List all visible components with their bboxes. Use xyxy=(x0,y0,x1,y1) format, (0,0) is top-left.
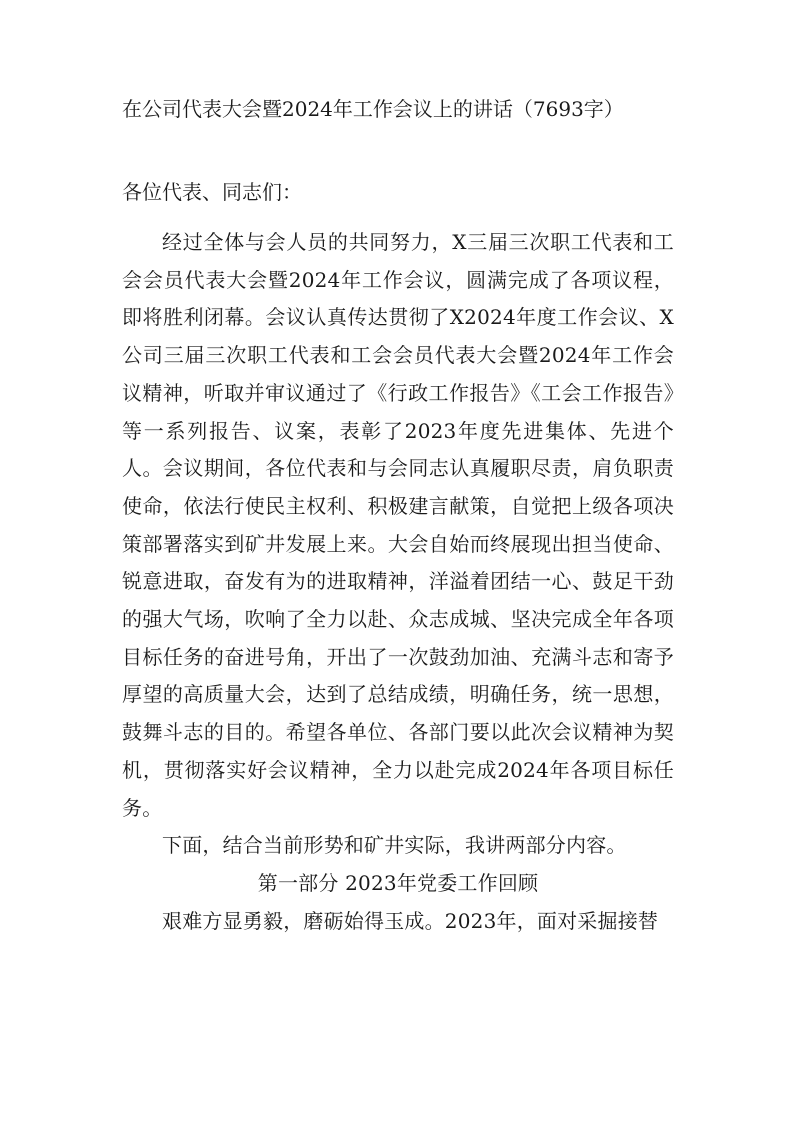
paragraph-opening: 经过全体与会人员的共同努力，X三届三次职工代表和工会会员代表大会暨2024年工作会议，圆满完成了各项议程，即将胜利闭幕。会议认真传达贯彻了X2024年度工作会议、X公司三届三次职工代表和工会会员代表大会暨2024年工作会议精神，听取并审议通过了《行政工作报告》《工会工作报告》等一系列报告、议案，表彰了2023年度先进集体、先进个人。会议期间，各位代表和与会同志认真履职尽责，肩负职责使命，依法行使民主权利、积极建言献策，自觉把上级各项决策部署落实到矿井发展上来。大会自始而终展现出担当使命、锐意进取，奋发有为的进取精神，洋溢着团结一心、鼓足干劲的强大气场，吹响了全力以赴、众志成城、坚决完成全年各项目标任务的奋进号角，开出了一次鼓劲加油、充满斗志和寄予厚望的高质量大会，达到了总结成绩，明确任务，统一思想，鼓舞斗志的目的。希望各单位、各部门要以此次会议精神为契机，贯彻落实好会议精神，全力以赴完成2024年各项目标任务。 xyxy=(122,230,674,820)
greeting: 各位代表、同志们： xyxy=(122,180,302,204)
document-body xyxy=(122,224,674,940)
document-title: 在公司代表大会暨2024年工作会议上的讲话（7693字） xyxy=(122,97,624,121)
section-heading: 第一部分 2023年党委工作回顾 xyxy=(257,870,539,895)
paragraph-outline: 下面，结合当前形势和矿井实际，我讲两部分内容。 xyxy=(162,833,627,858)
paragraph-section-start: 艰难方显勇毅，磨砺始得玉成。2023年，面对采掘接替 xyxy=(162,908,659,933)
